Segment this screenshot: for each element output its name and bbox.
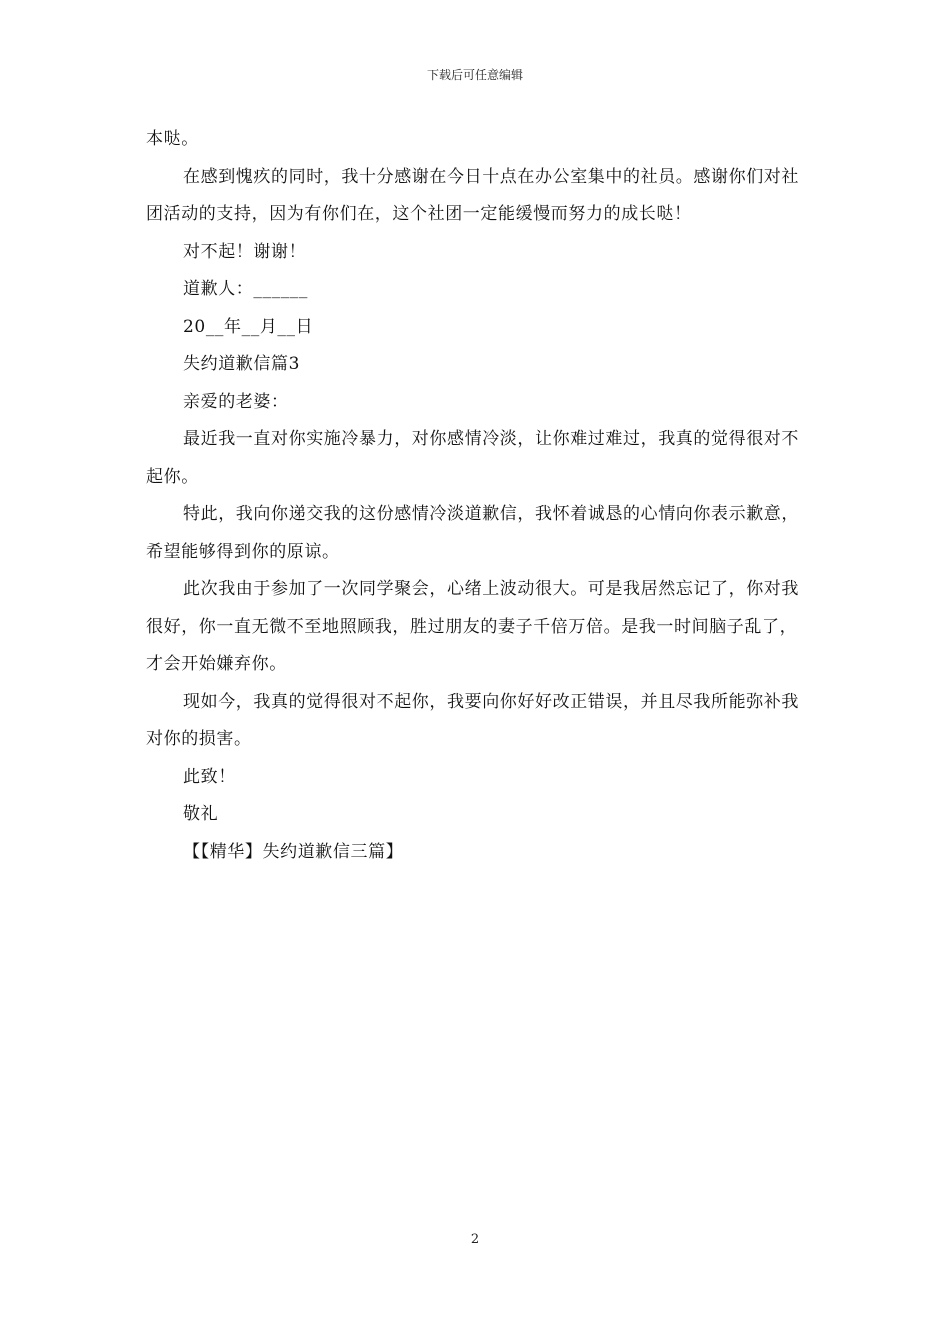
page-header: 下载后可任意编辑: [426, 68, 523, 82]
paragraph: 特此，我向你递交我的这份感情冷淡道歉信，我怀着诚恳的心情向你表示歉意，希望能够得到你的原谅。: [146, 504, 799, 562]
salutation: 亲爱的老婆：: [183, 391, 289, 412]
paragraph: 对不起！谢谢！: [183, 241, 307, 262]
page-number: 2: [470, 1232, 480, 1247]
closing-regards: 敬礼: [183, 804, 219, 824]
closing: 此致！: [183, 766, 236, 787]
signature-line: 道歉人：______: [183, 279, 308, 299]
document-title-tag: 【【精华】失约道歉信三篇】: [183, 841, 404, 862]
paragraph: 本哒。: [146, 129, 199, 149]
document-body: [146, 121, 810, 871]
section-heading: 失约道歉信篇3: [183, 354, 301, 374]
paragraph: 此次我由于参加了一次同学聚会，心绪上波动很大。可是我居然忘记了，你对我很好，你一直无微不至地照顾我，胜过朋友的妻子千倍万倍。是我一时间脑子乱了，才会开始嫌弃你。: [146, 579, 799, 674]
date-line: 20__年__月__日: [183, 316, 314, 337]
paragraph: 最近我一直对你实施冷暴力，对你感情冷淡，让你难过难过，我真的觉得很对不起你。: [146, 429, 799, 487]
paragraph: 现如今，我真的觉得很对不起你，我要向你好好改正错误，并且尽我所能弥补我对你的损害。: [146, 691, 799, 749]
paragraph: 在感到愧疚的同时，我十分感谢在今日十点在办公室集中的社员。感谢你们对社团活动的支持，因为有你们在，这个社团一定能缓慢而努力的成长哒！: [146, 166, 799, 224]
